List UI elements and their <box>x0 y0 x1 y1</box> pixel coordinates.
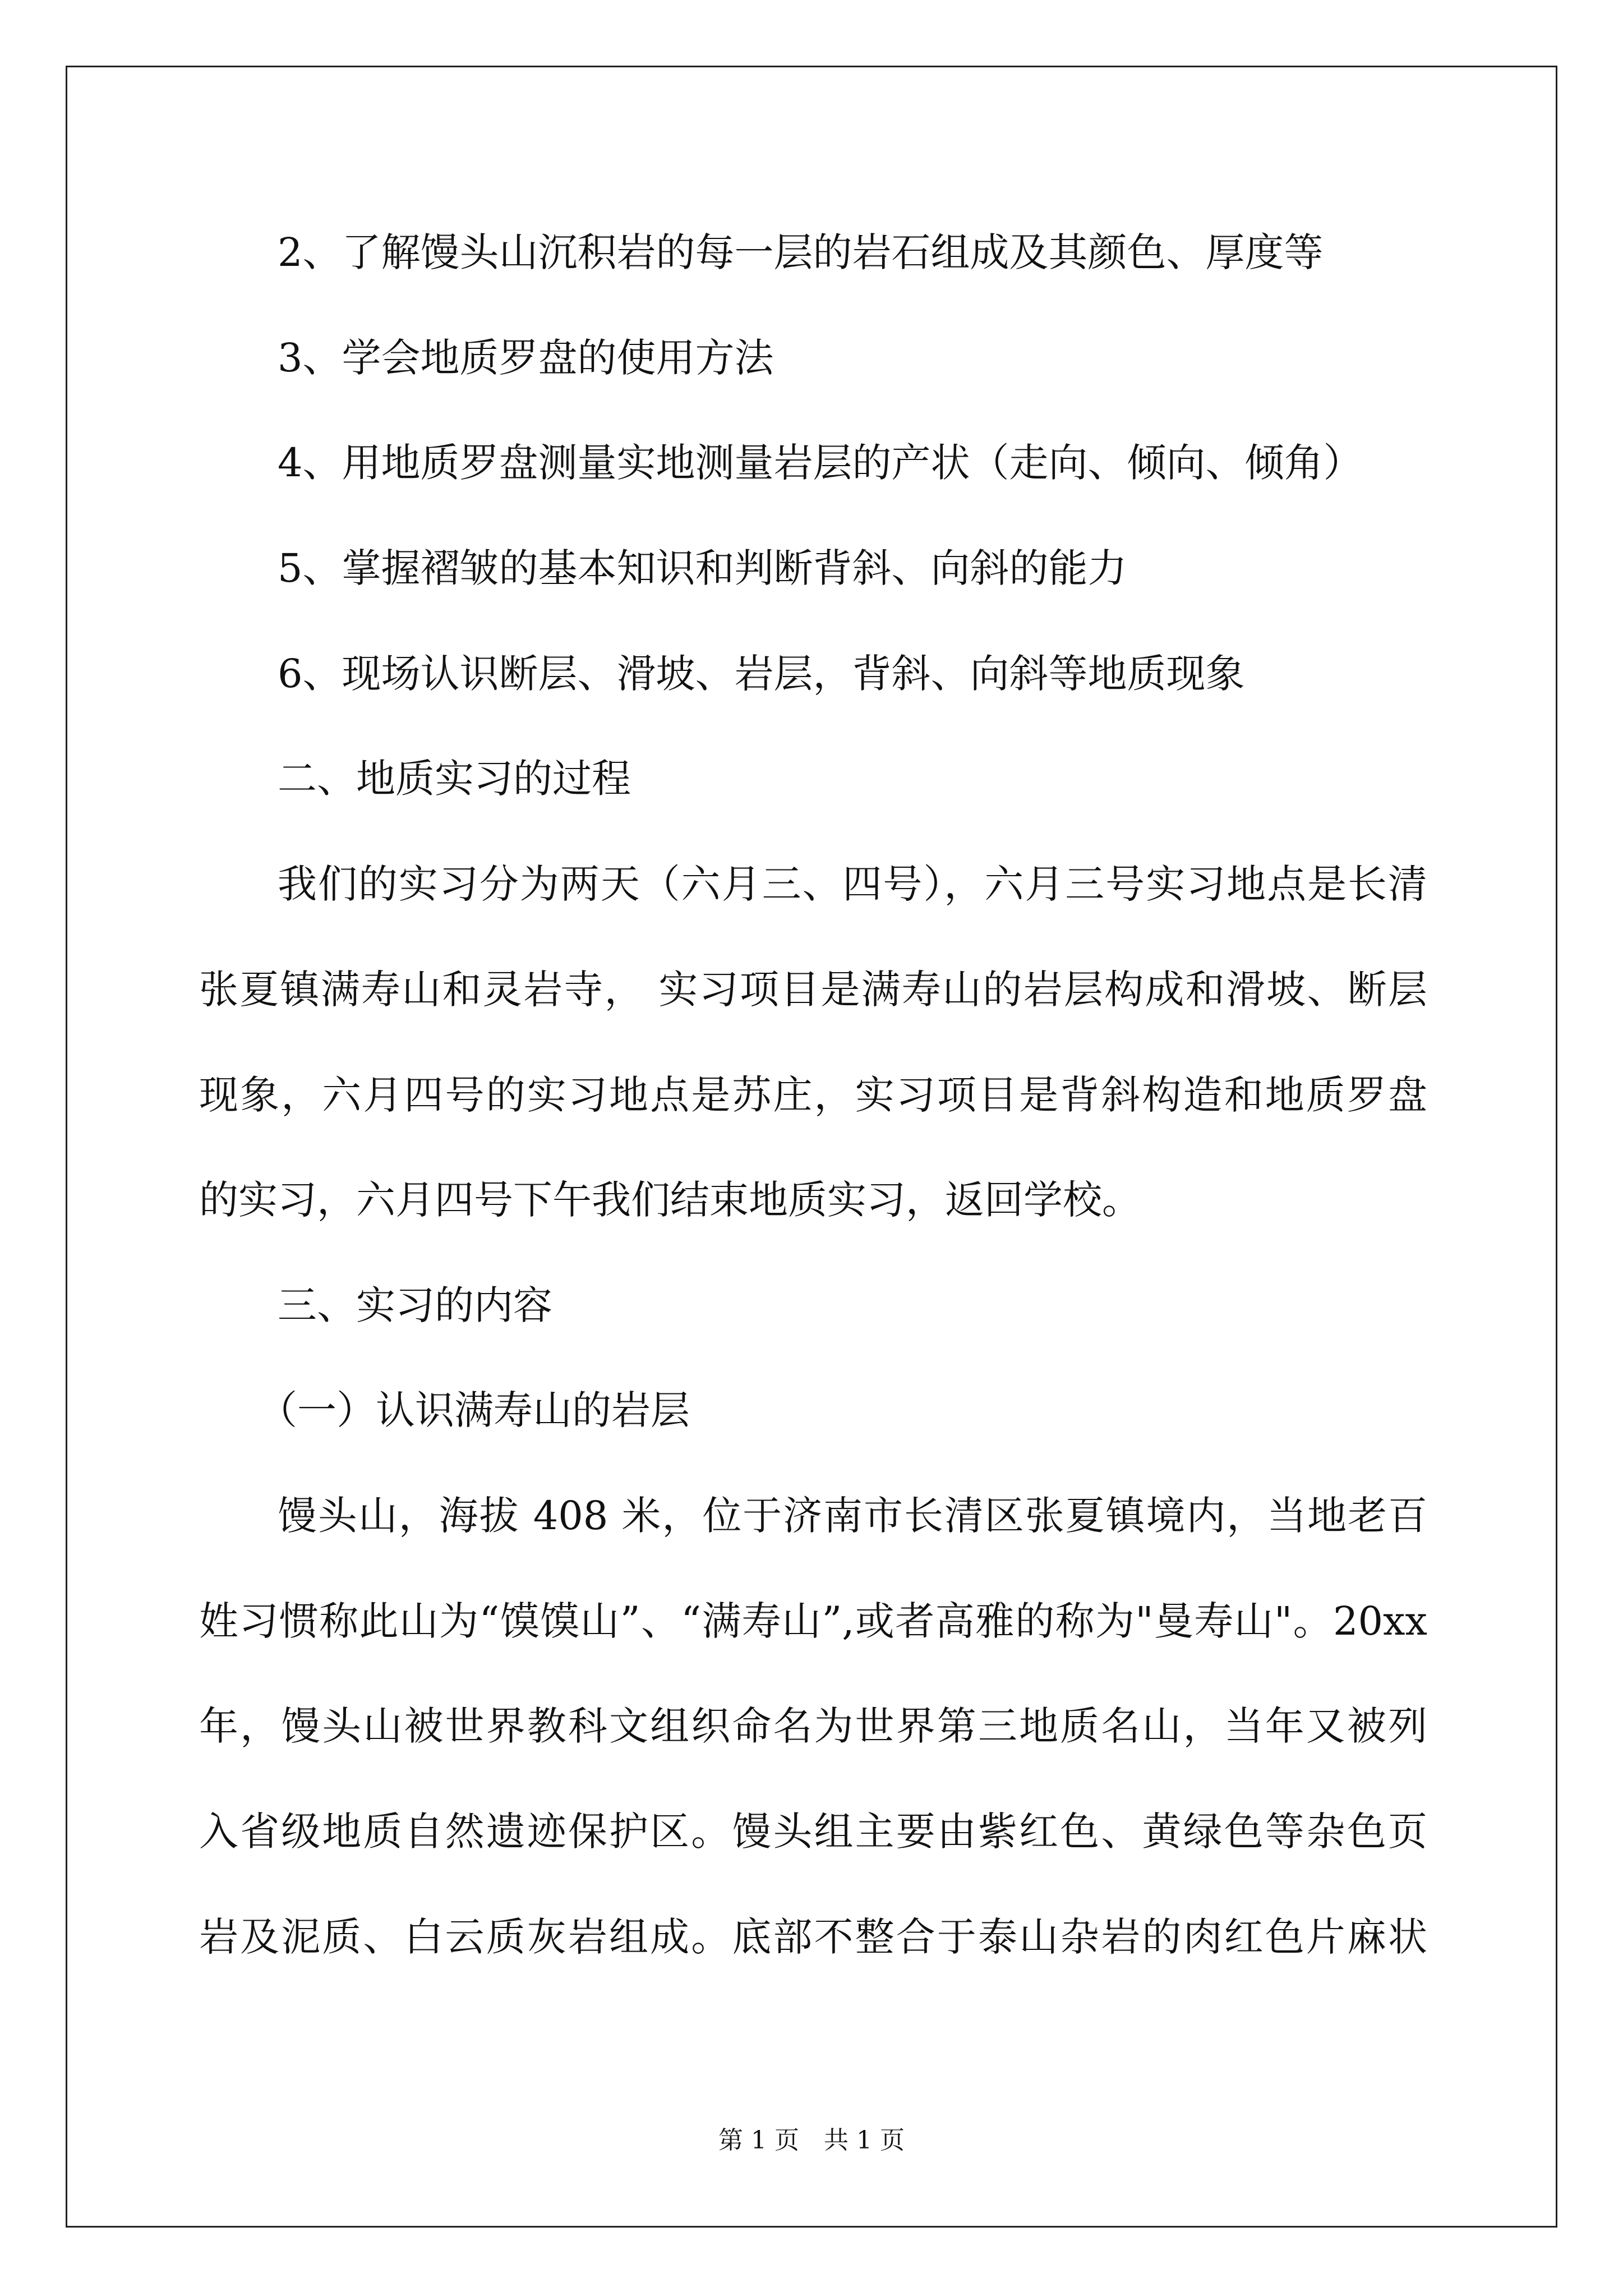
paragraph-line: 馒头山，海拔 408 米，位于济南市长清区张夏镇境内，当地老百 <box>278 1493 1427 1539</box>
list-item-3: 3、学会地质罗盘的使用方法 <box>278 335 774 381</box>
paragraph-line: 入省级地质自然遗迹保护区。馒头组主要由紫红色、黄绿色等杂色页 <box>199 1809 1427 1855</box>
subsection-heading: （一）认识满寿山的岩层 <box>258 1387 690 1433</box>
page-number: 第 1 页 <box>718 2126 799 2155</box>
paragraph-line: 张夏镇满寿山和灵岩寺， 实习项目是满寿山的岩层构成和滑坡、断层 <box>199 967 1427 1013</box>
list-item-6: 6、现场认识断层、滑坡、岩层，背斜、向斜等地质现象 <box>278 651 1245 697</box>
list-item-4: 4、用地质罗盘测量实地测量岩层的产状（走向、倾向、倾角） <box>278 440 1363 486</box>
section-heading-3: 三、实习的内容 <box>278 1282 552 1328</box>
page-footer <box>0 2125 1623 2156</box>
paragraph-line: 年，馒头山被世界教科文组织命名为世界第三地质名山，当年又被列 <box>199 1703 1427 1749</box>
section-heading-2: 二、地质实习的过程 <box>278 756 631 802</box>
paragraph-line: 我们的实习分为两天（六月三、四号），六月三号实习地点是长清 <box>278 861 1427 907</box>
page-total: 共 1 页 <box>824 2126 905 2155</box>
page-border <box>66 66 1557 2228</box>
list-item-5: 5、掌握褶皱的基本知识和判断背斜、向斜的能力 <box>278 545 1127 591</box>
paragraph-line: 岩及泥质、白云质灰岩组成。底部不整合于泰山杂岩的肉红色片麻状 <box>199 1914 1427 1960</box>
paragraph-line: 现象，六月四号的实习地点是苏庄，实习项目是背斜构造和地质罗盘 <box>199 1072 1427 1118</box>
list-item-2: 2、了解馒头山沉积岩的每一层的岩石组成及其颜色、厚度等 <box>278 229 1324 275</box>
paragraph-line: 的实习，六月四号下午我们结束地质实习，返回学校。 <box>199 1177 1141 1223</box>
paragraph-line: 姓习惯称此山为“馍馍山”、“满寿山”,或者高雅的称为"曼寿山"。20xx <box>199 1598 1427 1644</box>
